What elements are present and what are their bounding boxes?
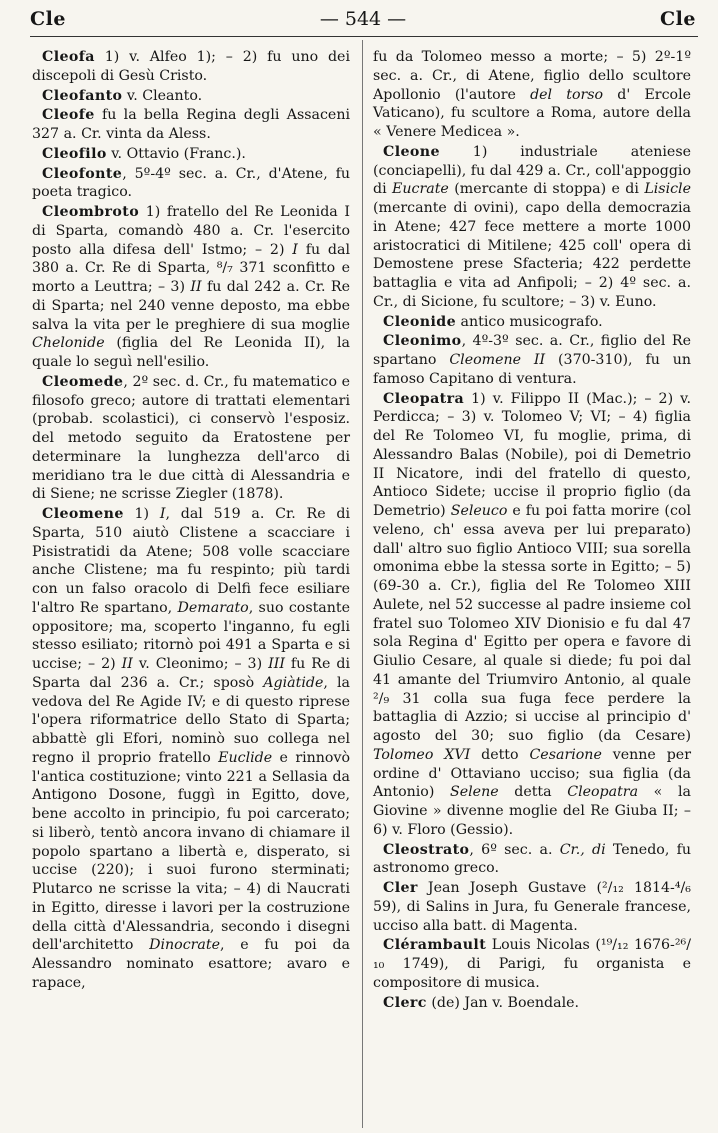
entry-headword: Cleomene bbox=[42, 506, 124, 522]
entry-text: e fu poi fatta morire (col veleno, ch' essa aveva per lui preparato) dall' altro suo figlio Antioco VIII; sua sorella omonima ebbe la stessa sorte in Egitto; – 5) (69-30 a. Cr.), figlia del Re Tolomeo XIII Aulete, nel 52 successe al padre insieme col fratel suo Tolomeo XIV Dionisio e fu dal 47 sola Regina d' Egitto per opera e favore di Giulio Cesare, al quale si diede; fu poi dal 41 amante del Triumviro Antonio, al quale ²/₉ 31 colla sua fuga fece perdere la battaglia di Azzio; si uccise al principio d' agosto del 30; suo figlio (da Cesare) bbox=[373, 503, 691, 744]
entry-text: v. Cleanto. bbox=[122, 87, 203, 104]
entry-headword: Cleonimo bbox=[383, 333, 462, 350]
entry-text: fu dal 380 a. Cr. Re di Sparta, ⁸/₇ 371 sconfitto e morto a Leuttra; – 3) bbox=[32, 241, 350, 295]
entry-text: e rinnovò l'antica costituzione; vinto 221 a Sellasia da Antigono Dosone, fuggì in Egitto, dove, bene accolto in principio, fu poi carcerato; si liberò, tentò ancora invano di chiamare il popolo spartano a libertà e, disperato, si uccise (220); i suoi furono sterminati; Plutarco ne scrisse la vita; – 4) di Naucrati in Egitto, diresse i lavori per la costruzione della città d'Alessandria, secondo i disegni dell'architetto bbox=[32, 749, 351, 954]
entry-text: detta bbox=[498, 784, 568, 801]
dictionary-entry bbox=[32, 203, 350, 372]
dictionary-entry bbox=[32, 87, 350, 106]
entry-italic-text: Dinocrate bbox=[149, 937, 220, 954]
entry-text: (mercante di ovini), capo della democrazia in Atene; 427 fece mettere a morte 1000 aristocratici di Mitilene; 425 coll' opera di Demostene prese Sfacteria; 422 perdette battaglia e vita ad Anfipoli; – 2) 4º sec. a. Cr., di Sicione, fu scultore; – 3) v. Euno. bbox=[373, 200, 691, 310]
entry-text: (mercante di stoppa) e di bbox=[448, 181, 645, 198]
header-rule bbox=[30, 36, 698, 37]
entry-italic-text: Cesarione bbox=[529, 746, 602, 763]
dictionary-entry bbox=[373, 994, 691, 1013]
dictionary-entry bbox=[373, 332, 691, 388]
entry-text: Jean Joseph Gustave (²/₁₂ 1814-⁴/₆ 59), di Salins in Jura, fu Generale francese, ucciso alla batt. di Magenta. bbox=[373, 880, 691, 934]
entry-headword: Clérambault bbox=[383, 937, 487, 954]
entry-text: venne per ordine d' Ottaviano ucciso; sua figlia (da Antonio) bbox=[373, 746, 691, 801]
dictionary-entry bbox=[373, 936, 691, 992]
entry-headword: Cleonide bbox=[383, 313, 457, 330]
entry-italic-text: del torso bbox=[530, 86, 604, 103]
entry-text: fu da Tolomeo messo a morte; – 5) 2º-1º sec. a. Cr., di Atene, figlio dello scultore Apollonio (l'autore bbox=[373, 49, 691, 103]
dictionary-entry bbox=[32, 145, 350, 164]
entry-italic-text: Agiàtide bbox=[263, 674, 324, 691]
entry-italic-text: Seleuco bbox=[450, 503, 508, 519]
running-head-right: Cle bbox=[660, 8, 696, 30]
entry-italic-text: III bbox=[268, 656, 285, 672]
column-divider bbox=[362, 40, 363, 1128]
entry-text: d' Ercole Vaticano), fu scultore a Roma, autore della « Venere Medicea ». bbox=[373, 86, 692, 140]
entry-italic-text: Lisicle bbox=[644, 181, 691, 198]
entry-headword: Cleofa bbox=[42, 49, 95, 65]
entry-italic-text: I bbox=[159, 506, 166, 522]
entry-italic-text: II bbox=[190, 279, 202, 295]
entry-text: (figlia del Re Leonida II), la quale lo seguì nell'esilio. bbox=[32, 335, 350, 370]
entry-headword: Clerc bbox=[383, 994, 427, 1011]
entry-text: 1) bbox=[123, 506, 160, 522]
entry-text: detto bbox=[470, 746, 530, 763]
entry-text: , 4º-3º sec. a. Cr., figlio del Re spartano bbox=[373, 333, 691, 368]
entry-italic-text: II bbox=[121, 656, 133, 672]
dictionary-entry bbox=[373, 879, 691, 935]
entry-headword: Cleombroto bbox=[42, 204, 140, 220]
entry-text: Tenedo, fu astronomo greco. bbox=[373, 841, 691, 877]
dictionary-entry bbox=[32, 505, 350, 993]
entry-italic-text: Cr., di bbox=[559, 841, 606, 858]
right-column bbox=[373, 48, 691, 1013]
page-number: — 544 — bbox=[319, 8, 407, 30]
dictionary-entry bbox=[32, 373, 350, 504]
entry-text: v. Cleonimo; – 3) bbox=[132, 656, 269, 672]
entry-italic-text: Euclide bbox=[218, 749, 273, 766]
entry-text: , 6º sec. a. bbox=[469, 841, 560, 858]
entry-headword: Cler bbox=[383, 880, 418, 896]
entry-text: 1) industriale ateniese (conciapelli), fu dal 429 a. Cr., coll'appoggio di bbox=[373, 143, 691, 198]
entry-text: , suo costante oppositore; ma, scoperto l'inganno, fu egli stesso esiliato; ritornò poi 491 a Sparta e si uccise; – 2) bbox=[32, 599, 350, 672]
entry-italic-text: Eucrate bbox=[392, 181, 449, 198]
left-column bbox=[32, 48, 350, 994]
entry-italic-text: Cleomene II bbox=[449, 352, 546, 368]
dictionary-entry bbox=[32, 48, 350, 86]
entry-text: fu Re di Sparta dal 236 a. Cr.; sposò bbox=[32, 656, 350, 691]
entry-text: fu dal 242 a. Cr. Re di Sparta; nel 240 venne deposto, ma ebbe salva la vita per le preghiere di sua moglie bbox=[32, 279, 350, 333]
entry-italic-text: Chelonide bbox=[32, 335, 105, 352]
page-header bbox=[30, 4, 696, 34]
dictionary-entry bbox=[32, 165, 350, 203]
entry-text: (370-310), fu un famoso Capitano di ventura. bbox=[373, 352, 691, 387]
entry-text: antico musicografo. bbox=[456, 313, 603, 330]
entry-text: « la Giovine » divenne moglie del Re Giuba II; – 6) v. Floro (Gessio). bbox=[373, 784, 691, 838]
entry-headword: Cleofilo bbox=[42, 145, 107, 162]
entry-italic-text: I bbox=[292, 241, 298, 258]
dictionary-entry bbox=[373, 841, 691, 879]
dictionary-entry bbox=[32, 106, 350, 144]
entry-text: , la vedova del Re Agide IV; e di questo riprese l'opera riformatrice dello Stato di Sparta; abbattè gli Efori, nominò suo collega nel regno il proprio fratello bbox=[32, 674, 350, 766]
entry-text: , 2º sec. d. Cr., fu matematico e filosofo greco; autore di trattati elementari (probab. scolastici), ci conservò l'esposiz. del metodo seguito da Eratostene per determinare la lunghezza dell'arco di meridiano tra le due città di Alessandria e di Siene; ne scrisse Ziegler (1878). bbox=[32, 373, 350, 503]
entry-headword: Cleofanto bbox=[42, 87, 123, 104]
entry-text: , e fu poi da Alessandro nominato esattore; avaro e rapace, bbox=[32, 937, 350, 991]
entry-headword: Cleone bbox=[383, 143, 440, 160]
entry-headword: Cleomede bbox=[42, 373, 124, 390]
entry-italic-text: Selene bbox=[450, 784, 499, 801]
entry-text: 1) v. Filippo II (Mac.); – 2) v. Perdicca; – 3) v. Tolomeo V; VI; – 4) figlia del Re Tolomeo VI, fu moglie, prima, di Alessandro Balas (Nobile), poi di Demetrio II Nicatore, indi del fratello di questo, Antioco Sidete; uccise il proprio figlio (da Demetrio) bbox=[373, 390, 691, 519]
entry-text: , 5º-4º sec. a. Cr., d'Atene, fu poeta tragico. bbox=[32, 165, 350, 201]
entry-italic-text: Demarato bbox=[177, 599, 249, 616]
entry-italic-text: Tolomeo XVI bbox=[373, 746, 471, 763]
entry-headword: Cleopatra bbox=[383, 390, 465, 407]
entry-text: 1) fratello del Re Leonida I di Sparta, comandò 480 a. Cr. l'esercito posto alla difesa dell' Istmo; – 2) bbox=[32, 204, 350, 258]
entry-text: , dal 519 a. Cr. Re di Sparta, 510 aiutò Clistene a scacciare i Pisistratidi da Atene; 508 volle scacciare anche Clistene; ma fu respinto; più tardi con un falso oracolo di Delfi fece esiliare l'altro Re spartano, bbox=[32, 506, 350, 616]
entry-text: v. Ottavio (Franc.). bbox=[106, 145, 246, 162]
entry-text: Louis Nicolas (¹⁹/₁₂ 1676-²⁶/₁₀ 1749), di Parigi, fu organista e compositore di musica. bbox=[373, 937, 691, 991]
entry-headword: Cleostrato bbox=[383, 841, 470, 858]
running-head-left: Cle bbox=[30, 8, 66, 30]
entry-text: 1) v. Alfeo 1); – 2) fu uno dei discepoli di Gesù Cristo. bbox=[32, 49, 350, 84]
entry-headword: Cleofe bbox=[42, 107, 95, 124]
dictionary-entry bbox=[373, 313, 691, 332]
dictionary-entry bbox=[373, 390, 691, 840]
entry-text: fu la bella Regina degli Assaceni 327 a. Cr. vinta da Aless. bbox=[32, 107, 350, 142]
entry-italic-text: Cleopatra bbox=[567, 784, 639, 801]
dictionary-entry bbox=[373, 143, 691, 312]
entry-headword: Cleofonte bbox=[42, 165, 123, 182]
dictionary-entry bbox=[373, 48, 691, 142]
entry-text: (de) Jan v. Boendale. bbox=[426, 994, 580, 1011]
